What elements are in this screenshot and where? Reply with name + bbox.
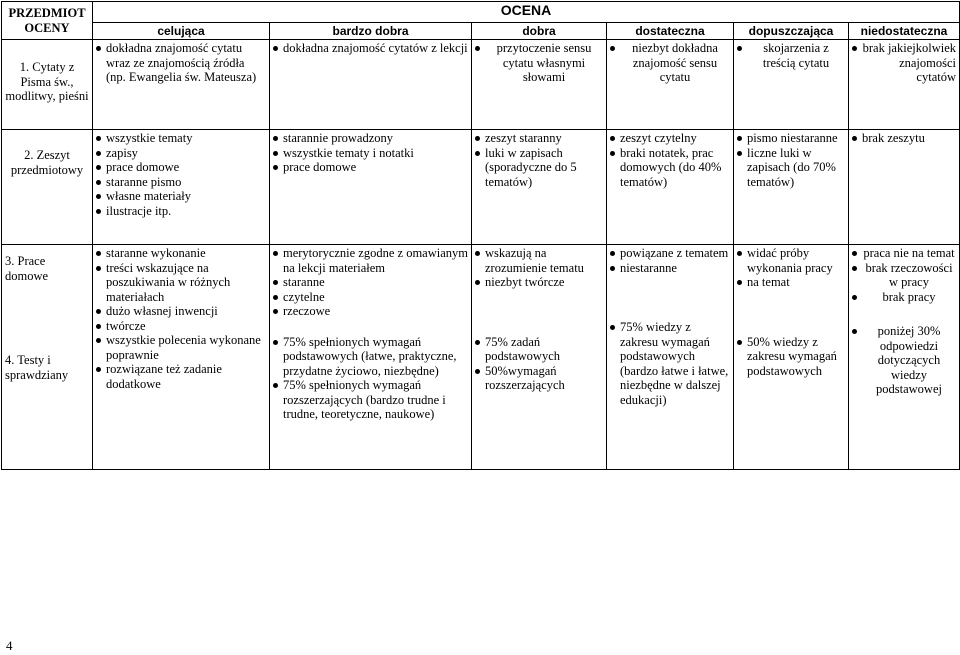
list-item: zeszyt czytelny	[610, 131, 730, 146]
list-item: rozwiązane też zadanie dodatkowe	[96, 362, 266, 391]
list-item: rzeczowe	[273, 304, 468, 319]
list-item: dokładna znajomość cytatów z lekcji	[273, 41, 468, 56]
list-item: brak rzeczowości w pracy	[852, 261, 956, 290]
list-item: prace domowe	[96, 160, 266, 175]
list-item: braki notatek, prac domowych (do 40% tematów)	[610, 146, 730, 190]
table-cell	[849, 40, 960, 130]
list-item: 75% spełnionych wymagań podstawowych (łatwe, praktyczne, przydatne życiowo, niezbędne)	[273, 335, 468, 379]
list-item: widać próby wykonania pracy	[737, 246, 845, 275]
list-item: dokładna znajomość cytatu wraz ze znajomością źródła (np. Ewangelia św. Mateusza)	[96, 41, 266, 85]
list-item: zapisy	[96, 146, 266, 161]
row-label: 1. Cytaty z Pisma św., modlitwy, pieśni	[2, 40, 93, 130]
list-item: przytoczenie sensu cytatu własnymi słowami	[475, 41, 603, 85]
list-item: luki w zapisach (sporadyczne do 5 tematów)	[475, 146, 603, 190]
corner-header: PRZEDMIOT OCENY	[2, 2, 93, 40]
list-item: 75% spełnionych wymagań rozszerzających (bardzo trudne i trudne, teoretyczne, naukowe)	[273, 378, 468, 422]
list-item: własne materiały	[96, 189, 266, 204]
list-item: niezbyt twórcze	[475, 275, 603, 290]
page-number: 4	[6, 638, 13, 653]
grading-table	[1, 1, 960, 470]
table-cell	[270, 245, 472, 470]
table-cell	[607, 40, 734, 130]
table-cell	[607, 130, 734, 245]
grade-bardzo-dobra: bardzo dobra	[270, 23, 472, 40]
row-label: 3. Prace domowe	[5, 254, 49, 283]
table-cell	[472, 40, 607, 130]
list-item: na temat	[737, 275, 845, 290]
table-cell	[849, 130, 960, 245]
grade-dostateczna: dostateczna	[607, 23, 734, 40]
list-item: wszystkie tematy	[96, 131, 266, 146]
grade-dopuszczajaca: dopuszczająca	[734, 23, 849, 40]
list-item: pismo niestaranne	[737, 131, 845, 146]
list-item: merytorycznie zgodne z omawianym na lekcji materiałem	[273, 246, 468, 275]
row-label: 2. Zeszyt przedmiotowy	[2, 130, 93, 245]
list-item: 50% wiedzy z zakresu wymagań podstawowych	[737, 335, 845, 379]
table-cell	[849, 245, 960, 470]
list-item: brak pracy	[852, 290, 956, 305]
table-row	[2, 40, 960, 130]
list-item: wskazują na zrozumienie tematu	[475, 246, 603, 275]
list-item: starannie prowadzony	[273, 131, 468, 146]
list-item: zeszyt staranny	[475, 131, 603, 146]
table-cell	[607, 245, 734, 470]
list-item: treści wskazujące na poszukiwania w różnych materiałach	[96, 261, 266, 305]
table-cell	[270, 130, 472, 245]
list-item: niezbyt dokładna znajomość sensu cytatu	[610, 41, 730, 85]
list-item: prace domowe	[273, 160, 468, 175]
table-row	[2, 245, 960, 470]
table-cell	[734, 40, 849, 130]
row-label: 4. Testy i sprawdziany	[5, 353, 69, 382]
list-item: twórcze	[96, 319, 266, 334]
table-cell	[734, 245, 849, 470]
list-item: ilustracje itp.	[96, 204, 266, 219]
list-item: niestaranne	[610, 261, 730, 276]
table-cell	[2, 245, 93, 470]
list-item: powiązane z tematem	[610, 246, 730, 261]
list-item: poniżej 30% odpowiedzi dotyczących wiedzy podstawowej	[852, 324, 956, 397]
grade-niedostateczna: niedostateczna	[849, 23, 960, 40]
list-item: brak zeszytu	[852, 131, 956, 146]
list-item: skojarzenia z treścią cytatu	[737, 41, 845, 70]
grade-dobra: dobra	[472, 23, 607, 40]
list-item: 75% zadań podstawowych	[475, 335, 603, 364]
list-item: staranne wykonanie	[96, 246, 266, 261]
list-item: czytelne	[273, 290, 468, 305]
table-cell	[93, 130, 270, 245]
table-cell	[472, 245, 607, 470]
list-item: 50%wymagań rozszerzających	[475, 364, 603, 393]
grade-celujaca: celująca	[93, 23, 270, 40]
list-item: staranne	[273, 275, 468, 290]
list-item: liczne luki w zapisach (do 70% tematów)	[737, 146, 845, 190]
table-cell	[93, 40, 270, 130]
table-cell	[734, 130, 849, 245]
list-item: wszystkie tematy i notatki	[273, 146, 468, 161]
table-cell	[93, 245, 270, 470]
list-item: wszystkie polecenia wykonane poprawnie	[96, 333, 266, 362]
table-cell	[270, 40, 472, 130]
list-item: brak jakiejkolwiek znajomości cytatów	[852, 41, 956, 85]
list-item: praca nie na temat	[852, 246, 956, 261]
table-cell	[472, 130, 607, 245]
list-item: staranne pismo	[96, 175, 266, 190]
table-row	[2, 130, 960, 245]
list-item: dużo własnej inwencji	[96, 304, 266, 319]
list-item: 75% wiedzy z zakresu wymagań podstawowych (bardzo łatwe i łatwe, niezbędne w dalszej edukacji)	[610, 320, 730, 407]
grades-row	[2, 23, 960, 40]
ocena-header: OCENA	[93, 2, 960, 23]
